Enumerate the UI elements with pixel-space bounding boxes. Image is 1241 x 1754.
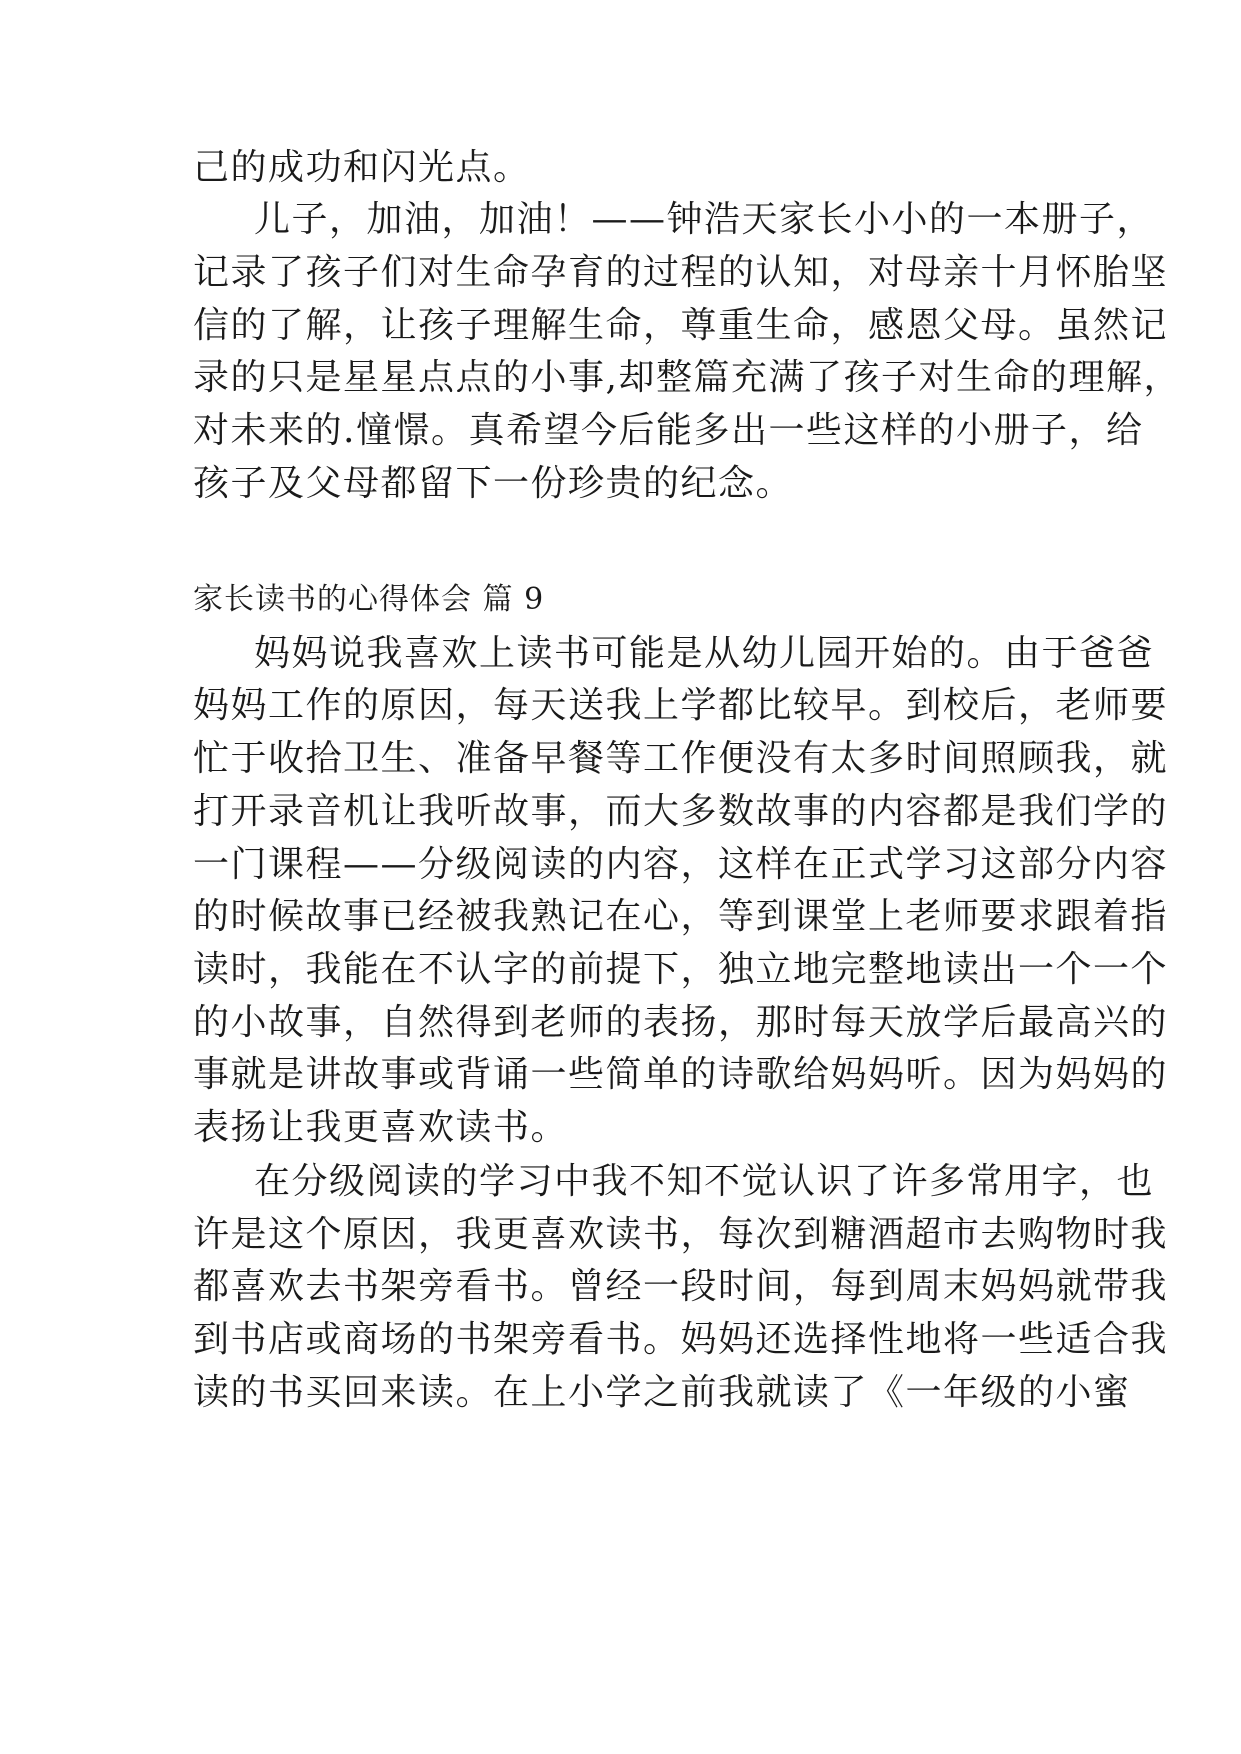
paragraph-line: 打开录音机让我听故事，而大多数故事的内容都是我们学的: [193, 791, 1169, 832]
paragraph-line: 妈妈工作的原因，每天送我上学都比较早。到校后，老师要: [193, 685, 1169, 726]
paragraph-line: 的小故事，自然得到老师的表扬，那时每天放学后最高兴的: [193, 1002, 1169, 1043]
paragraph-line: 许是这个原因，我更喜欢读书，每次到糖酒超市去购物时我: [193, 1214, 1169, 1255]
paragraph-line: 孩子及父母都留下一份珍贵的纪念。: [193, 463, 794, 504]
paragraph-line: 记录了孩子们对生命孕育的过程的认知，对母亲十月怀胎坚: [193, 252, 1169, 293]
paragraph-line: 录的只是星星点点的小事,却整篇充满了孩子对生命的理解，: [193, 357, 1181, 398]
paragraph-line: 的时候故事已经被我熟记在心，等到课堂上老师要求跟着指: [193, 896, 1169, 937]
paragraph-line: 在分级阅读的学习中我不知不觉认识了许多常用字，也: [254, 1161, 1155, 1202]
paragraph-line: 都喜欢去书架旁看书。曾经一段时间，每到周末妈妈就带我: [193, 1266, 1169, 1307]
section-heading: 家长读书的心得体会 篇 9: [193, 582, 545, 617]
paragraph-line: 忙于收拾卫生、准备早餐等工作便没有太多时间照顾我，就: [193, 738, 1169, 779]
paragraph-line: 一门课程——分级阅读的内容，这样在正式学习这部分内容: [193, 844, 1169, 885]
paragraph-line: 儿子，加油，加油！——钟浩天家长小小的一本册子，: [254, 199, 1155, 240]
paragraph-line: 事就是讲故事或背诵一些简单的诗歌给妈妈听。因为妈妈的: [193, 1054, 1169, 1095]
paragraph-line: 信的了解，让孩子理解生命，尊重生命，感恩父母。虽然记: [193, 305, 1169, 346]
paragraph-line: 读时，我能在不认字的前提下，独立地完整地读出一个一个: [193, 949, 1169, 990]
paragraph-line: 妈妈说我喜欢上读书可能是从幼儿园开始的。由于爸爸: [254, 633, 1155, 674]
paragraph-line: 对未来的.憧憬。真希望今后能多出一些这样的小册子，给: [193, 410, 1144, 451]
paragraph-line: 读的书买回来读。在上小学之前我就读了《一年级的小蜜: [193, 1372, 1131, 1413]
paragraph-line: 到书店或商场的书架旁看书。妈妈还选择性地将一些适合我: [193, 1319, 1169, 1360]
paragraph-line: 己的成功和闪光点。: [193, 147, 531, 188]
paragraph-line: 表扬让我更喜欢读书。: [193, 1107, 569, 1148]
